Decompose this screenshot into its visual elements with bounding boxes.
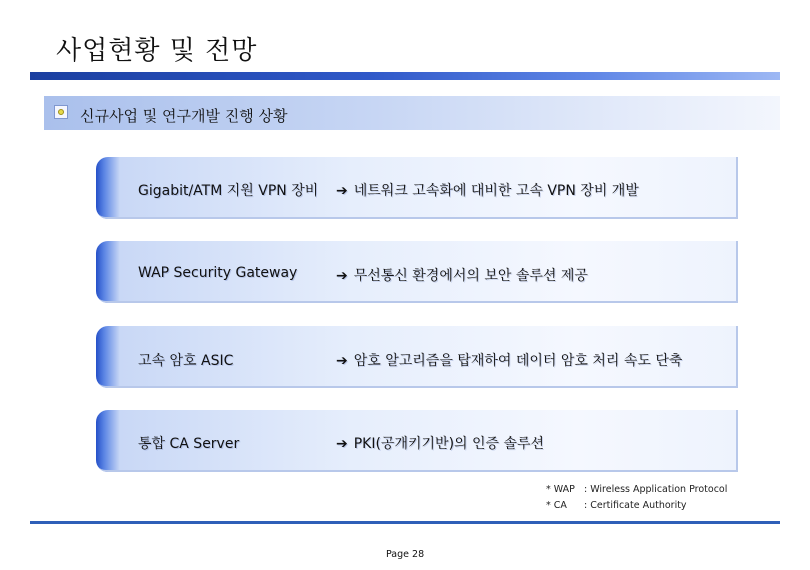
footnote-term-2: * CA	[546, 500, 567, 511]
item-desc-text-2: 무선통신 환경에서의 보안 솔루션 제공	[353, 268, 588, 284]
item-name-1: Gigabit/ATM 지원 VPN 장비	[138, 183, 319, 199]
item-name-4: 통합 CA Server	[138, 436, 240, 452]
footer-divider	[30, 521, 780, 524]
item-desc-text-4: PKI(공개키기반)의 인증 솔루션	[353, 436, 545, 452]
footnote-term-1: * WAP	[546, 484, 575, 495]
arrow-right-icon: ➔	[336, 268, 348, 284]
title-divider	[30, 72, 780, 80]
page-title: 사업현황 및 전망	[56, 36, 258, 66]
item-desc-3	[336, 350, 682, 370]
item-desc-4	[336, 433, 544, 453]
item-desc-text-1: 네트워크 고속화에 대비한 고속 VPN 장비 개발	[353, 183, 639, 199]
footnote-definition-2: : Certificate Authority	[584, 500, 687, 511]
item-desc-2	[336, 265, 588, 285]
arrow-right-icon: ➔	[336, 183, 348, 199]
arrow-right-icon: ➔	[336, 436, 348, 452]
bullet-square-icon	[54, 105, 68, 119]
item-desc-text-3: 암호 알고리즘을 탑재하여 데이터 암호 처리 속도 단축	[353, 353, 683, 369]
item-name-2: WAP Security Gateway	[138, 265, 298, 281]
section-title: 신규사업 및 연구개발 진행 상황	[80, 107, 288, 125]
page-number: Page 28	[386, 549, 425, 560]
arrow-right-icon: ➔	[336, 353, 348, 369]
item-name-3: 고속 암호 ASIC	[138, 353, 234, 369]
footnote-definition-1: : Wireless Application Protocol	[584, 484, 728, 495]
item-desc-1	[336, 180, 639, 200]
